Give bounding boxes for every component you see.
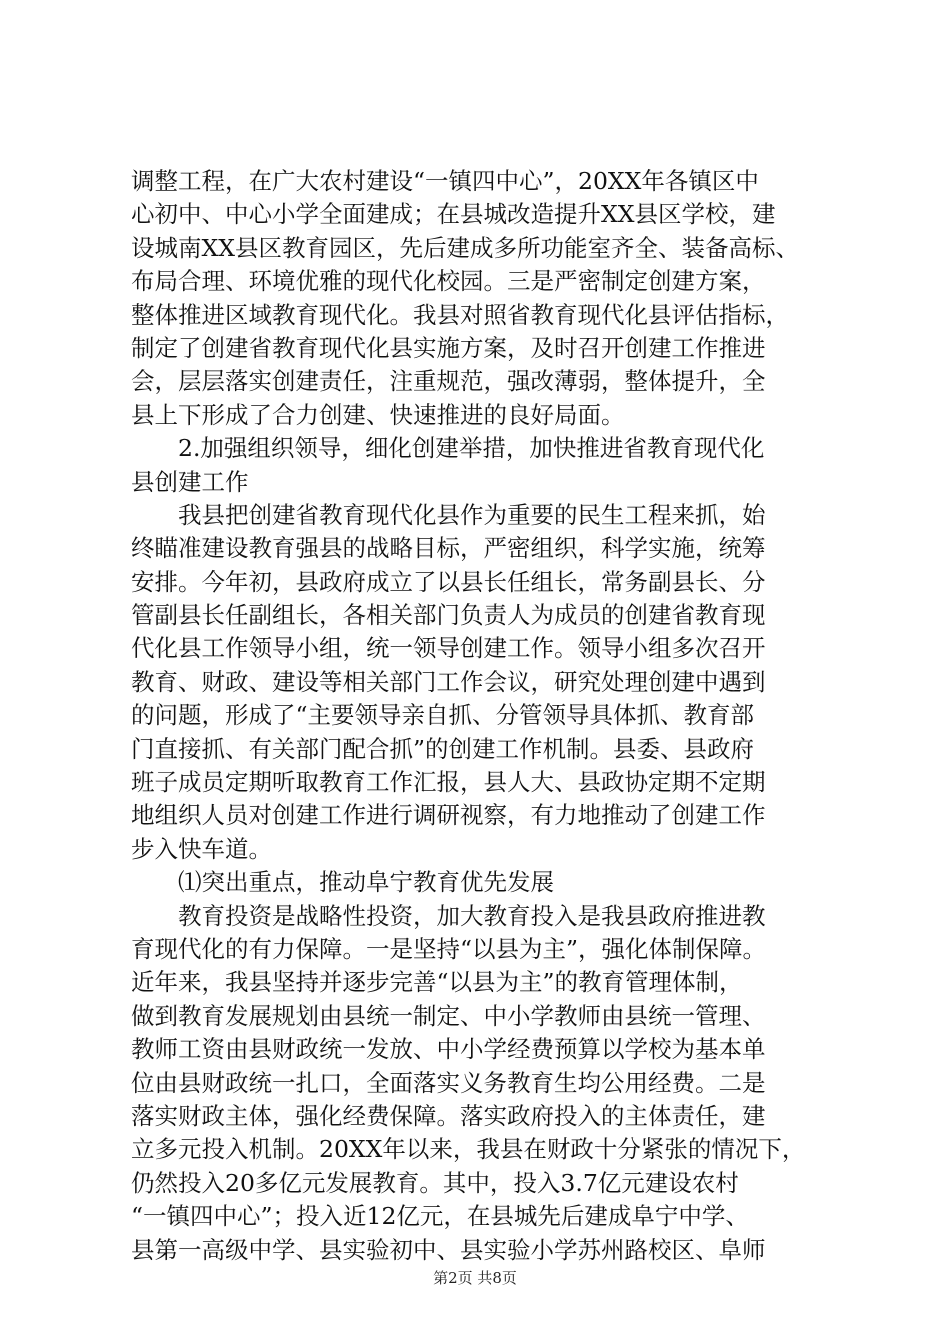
text-line: “一镇四中心”；投入近12亿元，在县城先后建成阜宁中学、	[131, 1202, 749, 1231]
text-line: 班子成员定期听取教育工作汇报，县人大、县政协定期不定期	[131, 768, 766, 797]
text-line: 设城南XX县区教育园区，先后建成多所功能室齐全、装备高标、	[131, 233, 799, 262]
text-line: 管副县长任副组长，各相关部门负责人为成员的创建省教育现	[131, 601, 766, 630]
text-line: 代化县工作领导小组，统一领导创建工作。领导小组多次召开	[131, 634, 766, 663]
text-line: 育现代化的有力保障。一是坚持“以县为主”，强化体制保障。	[131, 934, 767, 963]
text-line: 落实财政主体，强化经费保障。落实政府投入的主体责任，建	[131, 1101, 766, 1130]
text-line: 心初中、中心小学全面建成；在县城改造提升XX县区学校，建	[131, 200, 776, 229]
text-line: 整体推进区域教育现代化。我县对照省教育现代化县评估指标，	[131, 300, 789, 329]
text-line: 做到教育发展规划由县统一制定、中小学教师由县统一管理、	[131, 1001, 766, 1030]
document-body	[131, 165, 831, 1267]
text-line: 制定了创建省教育现代化县实施方案，及时召开创建工作推进	[131, 333, 766, 362]
text-line: 终瞄准建设教育强县的战略目标，严密组织，科学实施，统筹	[131, 534, 766, 563]
text-line: 县上下形成了合力创建、快速推进的良好局面。	[131, 400, 625, 429]
text-line: 仍然投入20多亿元发展教育。其中，投入3.7亿元建设农村	[131, 1168, 739, 1197]
section-heading: 2.加强组织领导，细化创建举措，加快推进省教育现代化	[178, 434, 765, 463]
text-line: 位由县财政统一扎口，全面落实义务教育生均公用经费。二是	[131, 1068, 766, 1097]
text-line: 调整工程，在广大农村建设“一镇四中心”，20XX年各镇区中	[131, 167, 759, 195]
page-number-label: 第2页 共8页	[433, 1269, 517, 1287]
page-footer	[0, 1268, 950, 1288]
text-line: 近年来，我县坚持并逐步完善“以县为主”的教育管理体制，	[131, 968, 743, 997]
text-line: 教育、财政、建设等相关部门工作会议，研究处理创建中遇到	[131, 667, 766, 696]
text-line: 地组织人员对创建工作进行调研视察，有力地推动了创建工作	[131, 801, 766, 830]
text-line: 的问题，形成了“主要领导亲自抓、分管领导具体抓、教育部	[131, 701, 755, 730]
text-line: 步入快车道。	[131, 834, 272, 863]
paragraph-start: 教育投资是战略性投资，加大教育投入是我县政府推进教	[178, 901, 766, 930]
text-line: 门直接抓、有关部门配合抓”的创建工作机制。县委、县政府	[131, 734, 755, 763]
text-line: 会，层层落实创建责任，注重规范，强改薄弱，整体提升，全	[131, 367, 766, 396]
subsection-heading: ⑴突出重点，推动阜宁教育优先发展	[178, 868, 554, 897]
section-heading-continued: 县创建工作	[131, 467, 249, 496]
text-line: 教师工资由县财政统一发放、中小学经费预算以学校为基本单	[131, 1035, 766, 1064]
paragraph-start: 我县把创建省教育现代化县作为重要的民生工程来抓，始	[178, 500, 766, 529]
text-line: 安排。今年初，县政府成立了以县长任组长，常务副县长、分	[131, 567, 766, 596]
text-line: 县第一高级中学、县实验初中、县实验小学苏州路校区、阜师	[131, 1235, 766, 1264]
text-line: 立多元投入机制。20XX年以来，我县在财政十分紧张的情况下，	[131, 1135, 806, 1164]
text-line: 布局合理、环境优雅的现代化校园。三是严密制定创建方案，	[131, 267, 766, 296]
